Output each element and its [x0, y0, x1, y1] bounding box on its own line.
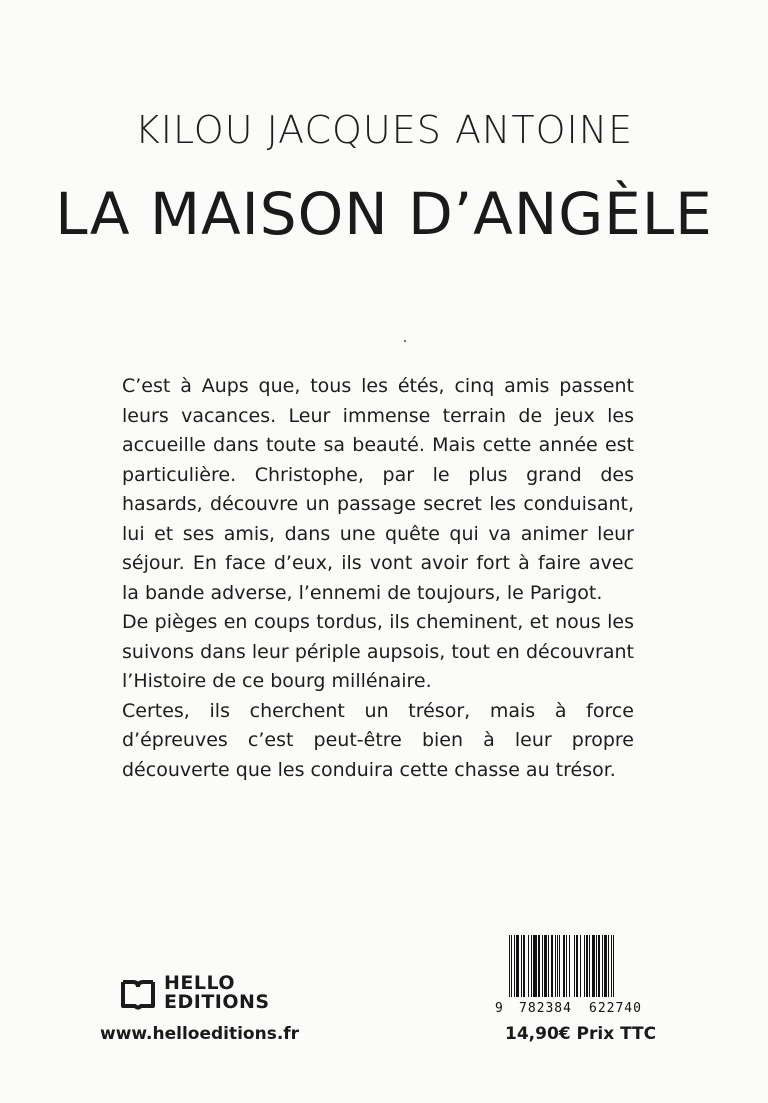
- barcode-bar: [514, 935, 515, 997]
- barcode-group-1: 782384: [519, 1001, 572, 1016]
- print-speck: [404, 340, 406, 342]
- barcode-bar: [511, 935, 512, 997]
- barcode-bar: [586, 935, 588, 997]
- barcode-bar: [608, 935, 609, 997]
- barcode-bar: [584, 935, 585, 997]
- barcode-bar: [521, 935, 522, 997]
- publisher-name-line1: HELLO: [164, 972, 236, 994]
- barcode-bar: [533, 935, 537, 997]
- barcode-bar: [574, 935, 575, 997]
- publisher-website: www.helloeditions.fr: [100, 1024, 300, 1044]
- barcode-prefix: 9: [495, 1001, 503, 1016]
- synopsis-paragraph-3: Certes, ils cherchent un trésor, mais à force d’épreuves c’est peut-être bien à leur propre découverte que les conduira cette chasse au trésor.: [122, 699, 634, 781]
- barcode-bar: [555, 935, 556, 997]
- isbn-barcode: [495, 935, 665, 1017]
- book-title: LA MAISON D’ANGÈLE: [55, 180, 713, 248]
- barcode-bar: [598, 935, 600, 997]
- synopsis-paragraph-2: De pièges en coups tordus, ils cheminent, et nous les suivons dans leur périple aupsois, tout en découvrant l’Histoire de ce bourg millénaire.: [122, 611, 634, 692]
- publisher-name: [164, 974, 270, 1012]
- barcode-bar: [559, 935, 560, 997]
- barcode-bar: [611, 935, 612, 997]
- barcode-bar: [569, 935, 570, 997]
- barcode-bar: [509, 935, 510, 997]
- publisher-name-line2: EDITIONS: [164, 991, 270, 1013]
- open-book-icon: [120, 976, 156, 1012]
- barcode-bar: [548, 935, 549, 997]
- barcode-bar: [613, 935, 614, 997]
- barcode-bar: [557, 935, 558, 997]
- barcode-bar: [528, 935, 529, 997]
- synopsis: [122, 372, 634, 785]
- author-name: KILOU JACQUES ANTOINE: [134, 108, 634, 152]
- barcode-bar: [563, 935, 565, 997]
- publisher-logo: [120, 972, 290, 1016]
- barcode-bar: [542, 935, 543, 997]
- price: 14,90€ Prix TTC: [505, 1024, 657, 1044]
- barcode-bar: [566, 935, 567, 997]
- barcode-bar: [531, 935, 532, 997]
- barcode-group-2: 622740: [589, 1001, 642, 1016]
- barcode-bar: [523, 935, 525, 997]
- barcode-bar: [604, 935, 607, 997]
- barcode-bar: [516, 935, 519, 997]
- barcode-bar: [576, 935, 578, 997]
- barcode-bar: [589, 935, 590, 997]
- barcode-bar: [602, 935, 603, 997]
- barcode-bar: [544, 935, 547, 997]
- barcode-bar: [551, 935, 553, 997]
- synopsis-paragraph-1: C’est à Aups que, tous les étés, cinq amis passent leurs vacances. Leur immense terrain de jeux les accueille dans toute sa beauté. Mais cette année est particulière. Christophe, par le plus grand des hasards, découvre un passage secret les conduisant, lui et ses amis, dans une quête qui va animer leur séjour. En face d’eux, ils vont avoir fort à faire avec la bande adverse, l’ennemi de toujours, le Parigot.: [122, 375, 634, 604]
- barcode-bar: [580, 935, 581, 997]
- barcode-bars: [509, 935, 651, 997]
- barcode-bar: [538, 935, 540, 997]
- barcode-bar: [596, 935, 597, 997]
- barcode-bar: [592, 935, 595, 997]
